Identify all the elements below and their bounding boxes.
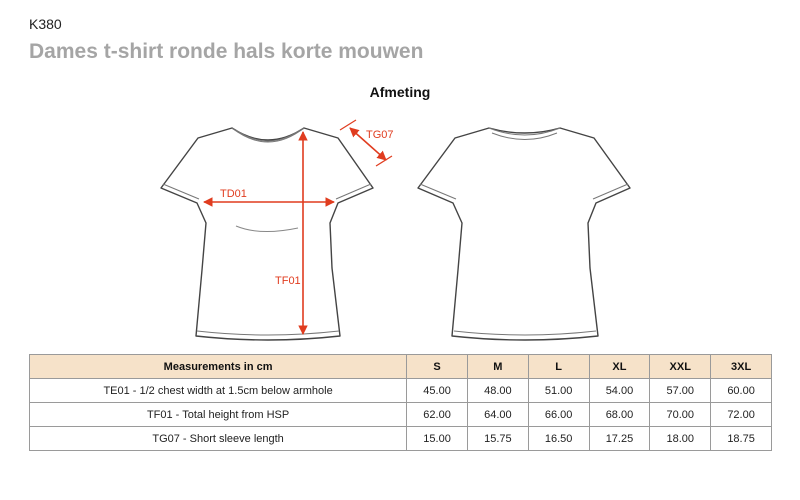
cell-value: 15.00 (407, 427, 468, 451)
height-measure-label: TF01 (275, 275, 301, 287)
cell-value: 54.00 (589, 379, 650, 403)
cell-value: 16.50 (528, 427, 589, 451)
cell-value: 45.00 (407, 379, 468, 403)
cell-value: 18.00 (650, 427, 711, 451)
cell-value: 66.00 (528, 403, 589, 427)
chest-measure-label: TD01 (220, 188, 247, 200)
cell-value: 48.00 (467, 379, 528, 403)
section-title: Afmeting (369, 84, 431, 100)
back-tshirt-outline (418, 128, 630, 340)
table-header-row (30, 355, 772, 379)
sleeve-measure-tick-top (340, 120, 356, 130)
cell-value: 15.75 (467, 427, 528, 451)
cell-value: 18.75 (711, 427, 772, 451)
product-code: K380 (29, 16, 62, 32)
table-row (30, 427, 772, 451)
cell-value: 57.00 (650, 379, 711, 403)
cell-value: 51.00 (528, 379, 589, 403)
cell-value: 17.25 (589, 427, 650, 451)
row-label: TG07 - Short sleeve length (30, 427, 407, 451)
cell-value: 68.00 (589, 403, 650, 427)
size-header-l: L (528, 355, 589, 379)
front-tshirt-outline (161, 128, 373, 340)
table-header-label: Measurements in cm (30, 355, 407, 379)
cell-value: 70.00 (650, 403, 711, 427)
size-header-xl: XL (589, 355, 650, 379)
cell-value: 72.00 (711, 403, 772, 427)
size-header-m: M (467, 355, 528, 379)
size-header-xxl: XXL (650, 355, 711, 379)
table-row (30, 379, 772, 403)
cell-value: 62.00 (407, 403, 468, 427)
cell-value: 60.00 (711, 379, 772, 403)
measurements-table (29, 354, 772, 451)
sleeve-measure-label: TG07 (366, 129, 394, 141)
cell-value: 64.00 (467, 403, 528, 427)
row-label: TE01 - 1/2 chest width at 1.5cm below armhole (30, 379, 407, 403)
product-title: Dames t-shirt ronde hals korte mouwen (29, 40, 424, 63)
row-label: TF01 - Total height from HSP (30, 403, 407, 427)
size-header-3xl: 3XL (711, 355, 772, 379)
size-header-s: S (407, 355, 468, 379)
garment-drawing (0, 108, 800, 348)
table-row (30, 403, 772, 427)
